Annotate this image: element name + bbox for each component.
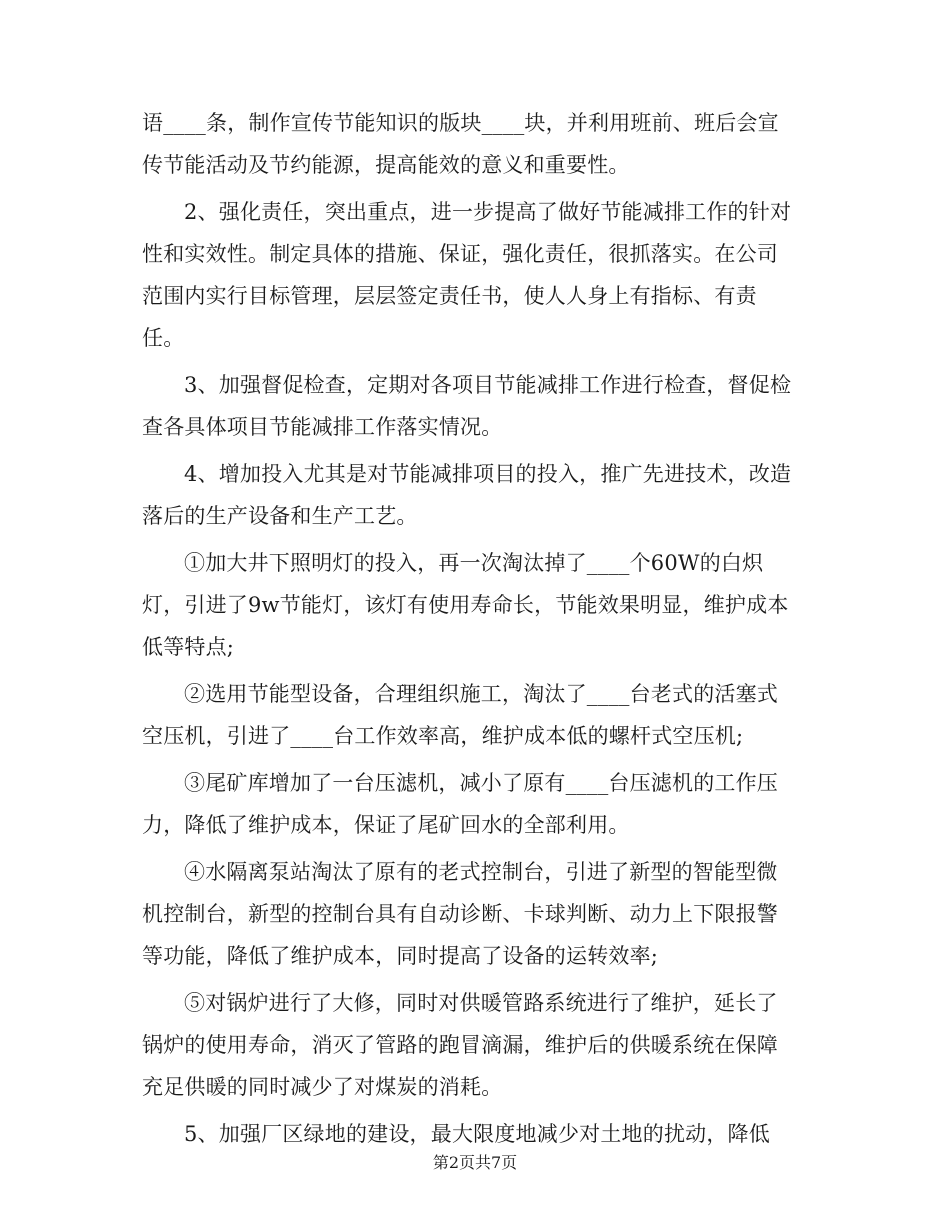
text-line: 语____条，制作宣传节能知识的版块____块，并利用班前、班后会宣 bbox=[142, 111, 779, 135]
text-line: 力，降低了维护成本，保证了尾矿回水的全部利用。 bbox=[142, 813, 630, 837]
text-line: 5、加强厂区绿地的建设，最大限度地减少对土地的扰动，降低 bbox=[184, 1122, 770, 1146]
text-line: 低等特点; bbox=[142, 635, 235, 659]
page-number: 第2页共7页 bbox=[432, 1153, 518, 1172]
text-line: 查各具体项目节能减排工作落实情况。 bbox=[142, 415, 503, 439]
text-line: 4、增加投入尤其是对节能减排项目的投入，推广先进技术，改造 bbox=[184, 462, 792, 486]
text-line: 等功能，降低了维护成本，同时提高了设备的运转效率; bbox=[142, 944, 659, 968]
text-line: ⑤对锅炉进行了大修，同时对供暖管路系统进行了维护，延长了 bbox=[184, 991, 778, 1015]
text-line: 空压机，引进了____台工作效率高，维护成本低的螺杆式空压机; bbox=[142, 724, 744, 748]
text-line: 充足供暖的同时减少了对煤炭的消耗。 bbox=[142, 1075, 503, 1099]
text-line: 传节能活动及节约能源，提高能效的意义和重要性。 bbox=[142, 153, 630, 177]
text-line: ④水隔离泵站淘汰了原有的老式控制台，引进了新型的智能型微 bbox=[184, 860, 778, 884]
text-line: ③尾矿库增加了一台压滤机，减小了原有____台压滤机的工作压 bbox=[184, 771, 778, 795]
text-line: 任。 bbox=[142, 326, 185, 350]
text-line: 性和实效性。制定具体的措施、保证，强化责任，很抓落实。在公司 bbox=[142, 242, 778, 266]
text-line: 范围内实行目标管理，层层签定责任书，使人人身上有指标、有责 bbox=[142, 284, 757, 308]
text-line: 灯，引进了9w节能灯，该灯有使用寿命长，节能效果明显，维护成本 bbox=[142, 593, 789, 617]
document-body bbox=[142, 102, 810, 1155]
text-line: 2、强化责任，突出重点，进一步提高了做好节能减排工作的针对 bbox=[184, 200, 792, 224]
text-line: 落后的生产设备和生产工艺。 bbox=[142, 504, 418, 528]
text-line: 3、加强督促检查，定期对各项目节能减排工作进行检查，督促检 bbox=[184, 373, 792, 397]
text-line: ①加大井下照明灯的投入，再一次淘汰掉了____个60W的白炽 bbox=[184, 551, 764, 575]
text-line: 机控制台，新型的控制台具有自动诊断、卡球判断、动力上下限报警 bbox=[142, 902, 778, 926]
text-line: 锅炉的使用寿命，消灭了管路的跑冒滴漏，维护后的供暖系统在保障 bbox=[142, 1033, 778, 1057]
text-line: ②选用节能型设备，合理组织施工，淘汰了____台老式的活塞式 bbox=[184, 682, 778, 706]
